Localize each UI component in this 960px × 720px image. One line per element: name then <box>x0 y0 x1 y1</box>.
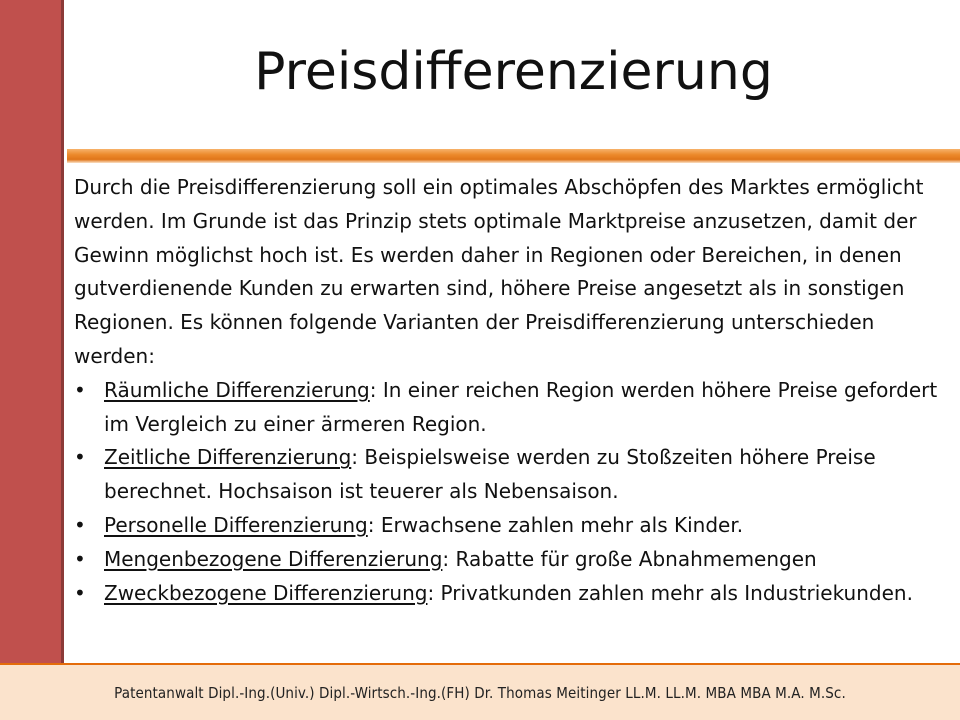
bullet-term: Mengenbezogene Differenzierung <box>104 546 443 571</box>
footer-text: Patentanwalt Dipl.-Ing.(Univ.) Dipl.-Wirtsch.-Ing.(FH) Dr. Thomas Meitinger LL.M. LL.M. MBA MBA M.A. M.Sc. <box>114 683 846 702</box>
left-accent-bar <box>0 0 64 663</box>
bullet-marker: • <box>74 377 86 402</box>
bullet-marker: • <box>74 546 86 571</box>
list-item <box>74 543 950 577</box>
list-item <box>74 441 950 509</box>
bullet-text: : Rabatte für große Abnahmemengen <box>442 546 817 571</box>
intro-paragraph: Durch die Preisdifferenzierung soll ein optimales Abschöpfen des Marktes ermöglicht werden. Im Grunde ist das Prinzip stets optimale Marktpreise anzusetzen, damit der Gewinn möglichst hoch ist. Es werden daher in Regionen oder Bereichen, in denen gutverdienende Kunden zu erwarten sind, höhere Preise angesetzt als in sonstigen Regionen. Es können folgende Varianten der Preisdifferenzierung unterschieden werden: <box>74 175 924 368</box>
list-item <box>74 374 950 442</box>
bullet-marker: • <box>74 580 86 605</box>
bullet-term: Räumliche Differenzierung <box>104 377 370 402</box>
bullet-term: Zeitliche Differenzierung <box>104 445 352 470</box>
title-divider <box>67 149 960 163</box>
bullet-text: : Erwachsene zahlen mehr als Kinder. <box>367 512 744 537</box>
bullet-list <box>74 374 950 611</box>
bullet-text: : Beispielsweise werden zu Stoßzeiten höhere Preise berechnet. Hochsaison ist teuerer als Nebensaison. <box>104 445 876 504</box>
bullet-text: : In einer reichen Region werden höhere Preise gefordert im Vergleich zu einer ärmeren Region. <box>104 377 938 436</box>
slide-title: Preisdifferenzierung <box>254 42 773 102</box>
list-item <box>74 577 950 611</box>
bullet-term: Personelle Differenzierung <box>104 512 368 537</box>
list-item <box>74 509 950 543</box>
bullet-term: Zweckbezogene Differenzierung <box>104 580 428 605</box>
bullet-marker: • <box>74 512 86 537</box>
bullet-marker: • <box>74 445 86 470</box>
footer-bar <box>0 663 960 720</box>
slide-body <box>74 171 950 610</box>
bullet-text: : Privatkunden zahlen mehr als Industriekunden. <box>427 580 913 605</box>
